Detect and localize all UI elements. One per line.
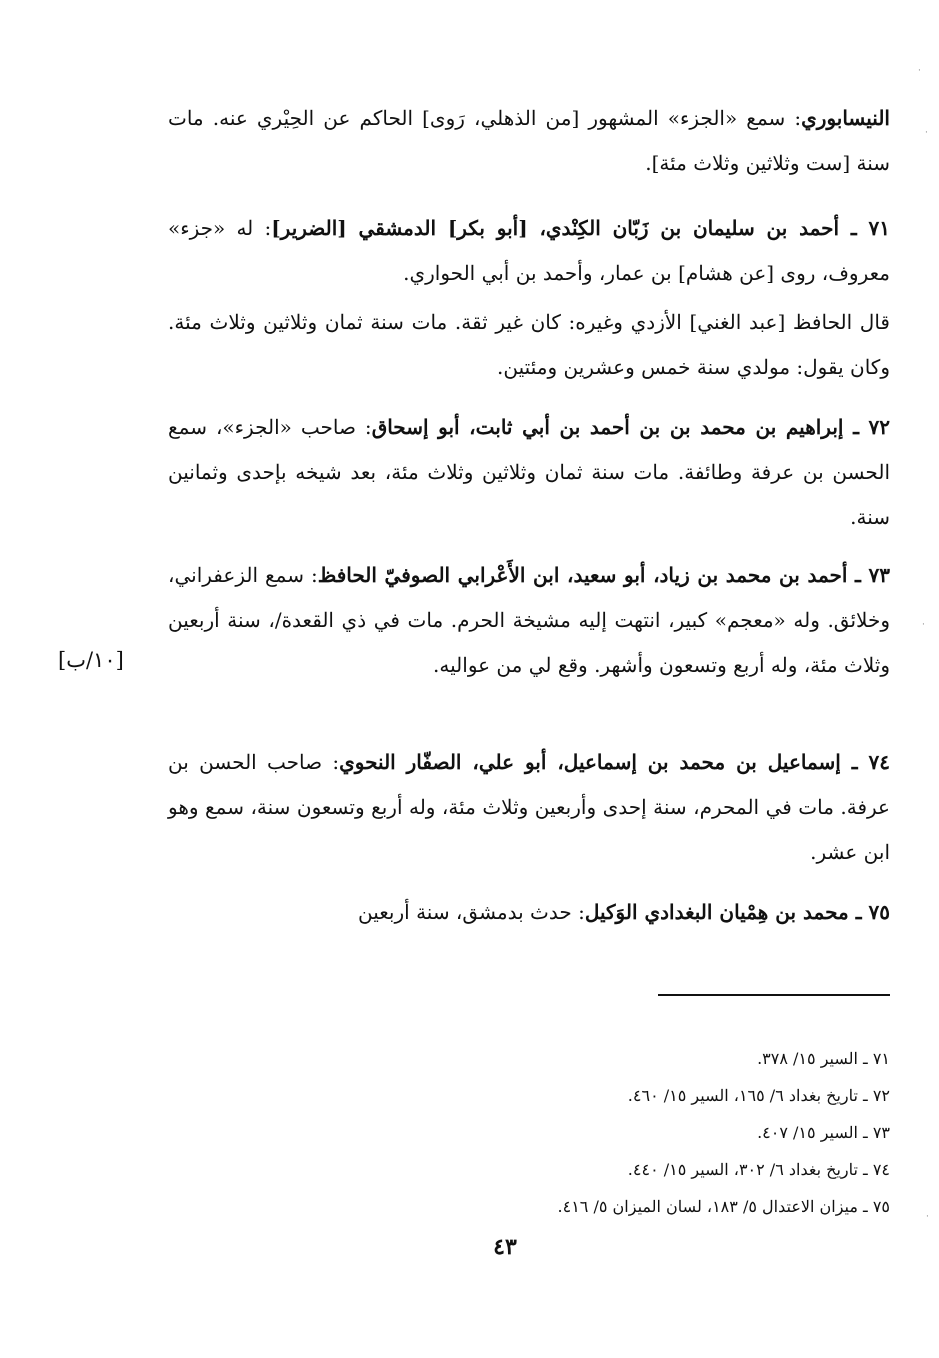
entry-text: : صاحب «الجزء»، سمع الحسن بن عرفة وطائفة. مات سنة ثمان وثلاثين وثلاث مئة، بعد شيخه بإحدى وثمانين سنة. bbox=[168, 415, 890, 529]
paragraph-text bbox=[168, 740, 890, 875]
entry-heading: ٧٢ ـ إبراهيم بن محمد بن بن أحمد بن أبي ثابت، أبو إسحاق bbox=[371, 415, 891, 439]
scan-speck: · bbox=[918, 66, 921, 76]
scan-speck: · bbox=[922, 620, 925, 630]
entry-heading: ٧٤ ـ إسماعيل بن محمد بن إسماعيل، أبو علي، الصفّار النحوي bbox=[339, 750, 890, 774]
footnotes bbox=[400, 1040, 890, 1225]
entry-heading: ٧٥ ـ محمد بن هِمْيان البغدادي الوَكيل bbox=[584, 900, 890, 924]
paragraph-text bbox=[168, 553, 890, 688]
paragraph bbox=[168, 206, 890, 296]
footnote-separator bbox=[658, 994, 890, 996]
entry-text: : صاحب الحسن بن عرفة. مات في المحرم، سنة إحدى وأربعين وثلاث مئة، وله أربع وتسعون سنة، سمع وهو ابن عشر. bbox=[168, 750, 890, 864]
footnote: ٧٤ ـ تاريخ بغداد ٦/ ٣٠٢، السير ١٥/ ٤٤٠. bbox=[627, 1160, 890, 1179]
paragraph-text bbox=[168, 890, 890, 935]
footnote: ٧٢ ـ تاريخ بغداد ٦/ ١٦٥، السير ١٥/ ٤٦٠. bbox=[627, 1086, 890, 1105]
entry-text: : سمع الزعفراني، وخلائق. وله «معجم» كبير، انتهت إليه مشيخة الحرم. مات في ذي القعدة/، سنة أربعين وثلاث مئة، وله أربع وتسعون وأشهر. وقع لي من عواليه. bbox=[168, 563, 890, 677]
entry-text: : حدث بدمشق، سنة أربعين bbox=[358, 900, 585, 924]
margin-reference: [١٠/ب] bbox=[58, 648, 124, 672]
entry-heading: النيسابوري bbox=[801, 106, 890, 130]
entry-text: قال الحافظ [عبد الغني] الأزدي وغيره: كان غير ثقة. مات سنة ثمان وثلاثين وثلاث مئة. وكان يقول: مولدي سنة خمس وعشرين ومئتين. bbox=[168, 310, 890, 379]
paragraph bbox=[168, 740, 890, 875]
entry-heading: ٧١ ـ أحمد بن سليمان بن زَبّان الكِنْدي، [أبو بكر] الدمشقي [الضرير] bbox=[271, 216, 890, 240]
paragraph-text bbox=[168, 206, 890, 296]
entry-heading: ٧٣ ـ أحمد بن محمد بن زياد، أبو سعيد، ابن الأَعْرابي الصوفيّ الحافظ bbox=[317, 563, 890, 587]
footnote: ٧٣ ـ السير ١٥/ ٤٠٧. bbox=[757, 1123, 890, 1142]
paragraph-text bbox=[168, 405, 890, 540]
paragraph bbox=[168, 553, 890, 688]
entry-text: : سمع «الجزء» المشهور [من الذهلي، رَوى] الحاكم عن الحِيْري عنه. مات سنة [ست وثلاثين وثلاث مئة]. bbox=[168, 106, 890, 175]
paragraph bbox=[168, 890, 890, 935]
page-number: ٤٣ bbox=[493, 1234, 517, 1260]
scan-speck: · bbox=[926, 1212, 929, 1222]
footnote: ٧٥ ـ ميزان الاعتدال ٥/ ١٨٣، لسان الميزان ٥/ ٤١٦. bbox=[557, 1197, 890, 1216]
scan-speck: · bbox=[925, 128, 928, 138]
paragraph-text bbox=[168, 96, 890, 186]
paragraph-text bbox=[168, 300, 890, 390]
paragraph bbox=[168, 405, 890, 540]
footnote: ٧١ ـ السير ١٥/ ٣٧٨. bbox=[757, 1049, 890, 1068]
entry-text: : له «جزء» معروف، روى [عن هشام] بن عمار، وأحمد بن أبي الحواري. bbox=[168, 216, 890, 285]
paragraph bbox=[168, 300, 890, 390]
paragraph bbox=[168, 96, 890, 186]
